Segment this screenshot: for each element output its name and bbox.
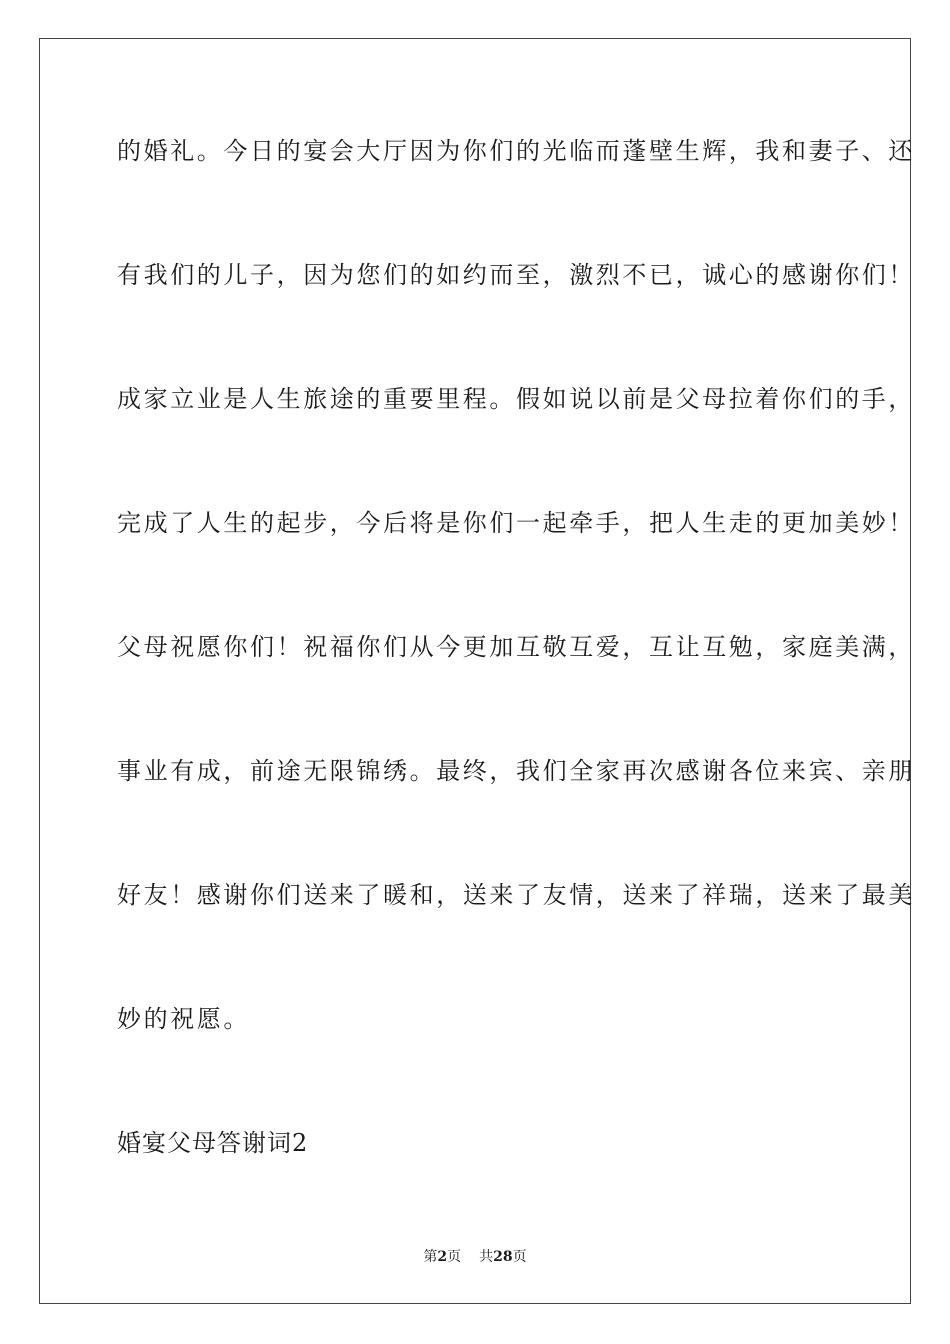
total-pages: 28 [493, 1249, 513, 1265]
page-border [39, 38, 915, 1304]
body-line-7: 好友！感谢你们送来了暖和，送来了友情，送来了祥瑞，送来了最美 [117, 881, 915, 909]
page-prefix: 第 [423, 1249, 438, 1265]
page-suffix: 页 [447, 1249, 462, 1265]
body-line-2: 有我们的儿子，因为您们的如约而至，激烈不已，诚心的感谢你们！ [117, 261, 915, 289]
body-line-1: 的婚礼。今日的宴会大厅因为你们的光临而蓬壁生辉，我和妻子、还 [117, 137, 915, 165]
body-line-8: 妙的祝愿。 [117, 1005, 250, 1033]
body-line-5: 父母祝愿你们！祝福你们从今更加互敬互爱，互让互勉，家庭美满， [117, 633, 915, 661]
body-line-6: 事业有成，前途无限锦绣。最终，我们全家再次感谢各位来宾、亲朋 [117, 757, 915, 785]
page-number: 2 [437, 1249, 448, 1265]
page-footer [0, 1248, 950, 1266]
body-line-4: 完成了人生的起步，今后将是你们一起牵手，把人生走的更加美妙！ [117, 509, 915, 537]
section-title: 婚宴父母答谢词2 [117, 1129, 309, 1157]
total-prefix: 共 [479, 1249, 494, 1265]
total-suffix: 页 [512, 1249, 527, 1265]
body-line-3: 成家立业是人生旅途的重要里程。假如说以前是父母拉着你们的手， [117, 385, 915, 413]
